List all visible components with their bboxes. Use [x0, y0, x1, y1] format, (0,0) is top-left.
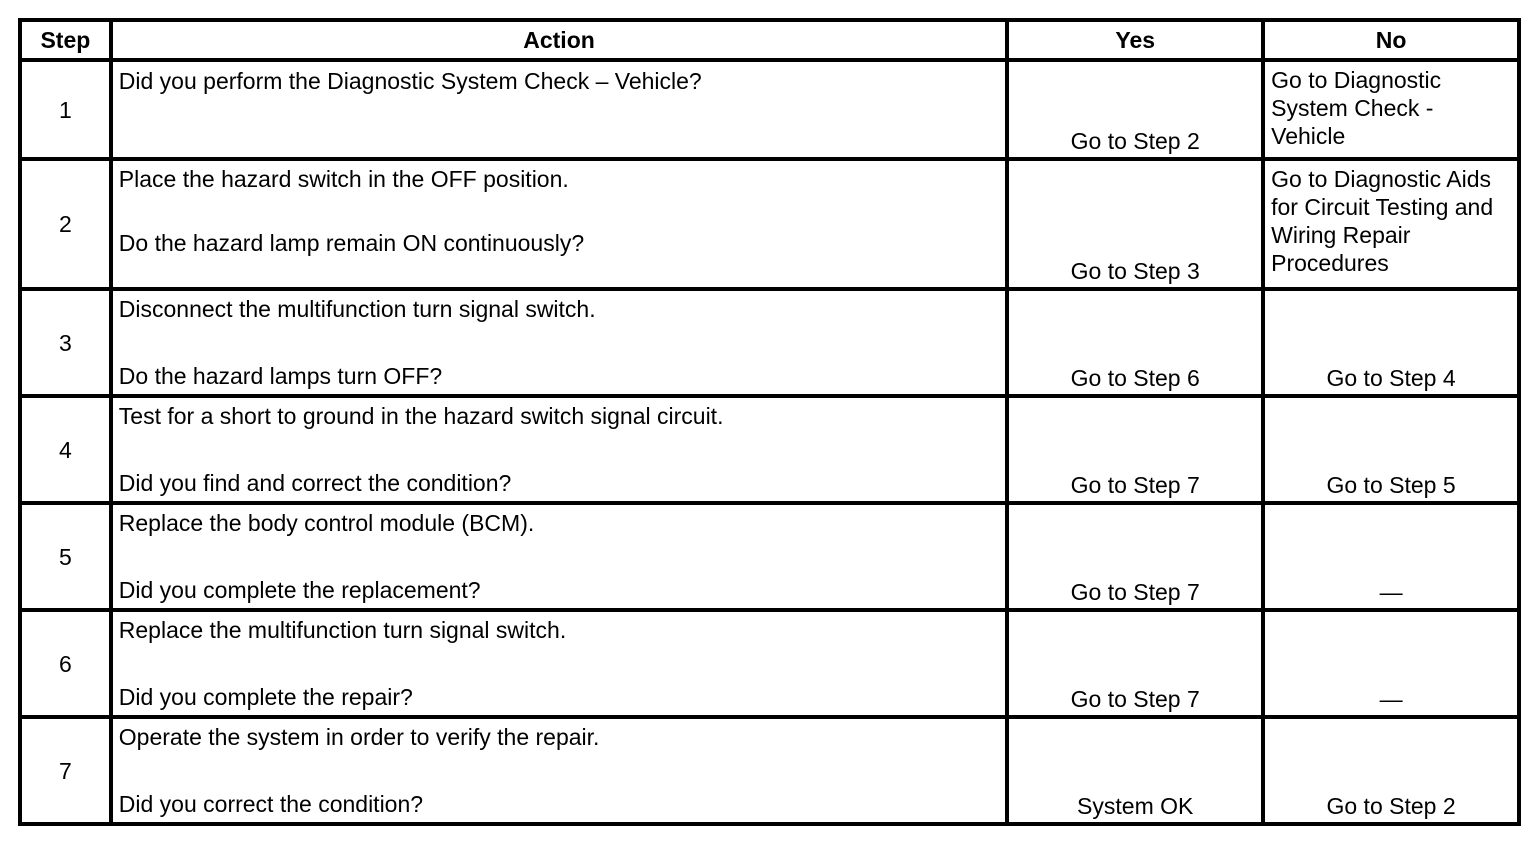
action-question: Did you correct the condition? — [118, 791, 424, 817]
action-cell — [111, 289, 1008, 396]
table-row — [20, 396, 1519, 503]
table-row — [20, 503, 1519, 610]
action-cell — [111, 159, 1008, 289]
yes-cell: Go to Step 2 — [1007, 60, 1263, 159]
action-text: Did you perform the Diagnostic System Check – Vehicle? — [118, 68, 702, 94]
no-cell: Go to Step 4 — [1263, 289, 1519, 396]
table-row — [20, 717, 1519, 824]
action-question: Did you find and correct the condition? — [118, 470, 512, 496]
action-question: Do the hazard lamp remain ON continuously? — [118, 230, 585, 256]
yes-cell: Go to Step 3 — [1007, 159, 1263, 289]
table-body — [20, 60, 1519, 824]
step-number: 7 — [20, 717, 111, 824]
table-row — [20, 610, 1519, 717]
yes-cell: Go to Step 7 — [1007, 610, 1263, 717]
table-row — [20, 159, 1519, 289]
step-number: 2 — [20, 159, 111, 289]
header-yes: Yes — [1007, 20, 1263, 60]
action-text: Test for a short to ground in the hazard switch signal circuit. — [118, 403, 724, 429]
yes-cell: Go to Step 7 — [1007, 503, 1263, 610]
yes-cell: Go to Step 6 — [1007, 289, 1263, 396]
action-text: Disconnect the multifunction turn signal switch. — [118, 296, 596, 322]
step-number: 3 — [20, 289, 111, 396]
no-cell: Go to Diagnostic Aids for Circuit Testing and Wiring Repair Procedures — [1263, 159, 1519, 289]
action-text: Replace the body control module (BCM). — [118, 510, 535, 536]
no-cell: — — [1263, 610, 1519, 717]
action-question: Did you complete the replacement? — [118, 577, 481, 603]
step-number: 6 — [20, 610, 111, 717]
no-cell: Go to Step 2 — [1263, 717, 1519, 824]
step-number: 4 — [20, 396, 111, 503]
no-cell: Go to Step 5 — [1263, 396, 1519, 503]
action-cell — [111, 503, 1008, 610]
header-action: Action — [111, 20, 1008, 60]
no-cell: — — [1263, 503, 1519, 610]
action-cell — [111, 396, 1008, 503]
action-text: Replace the multifunction turn signal switch. — [118, 617, 567, 643]
action-question: Do the hazard lamps turn OFF? — [118, 363, 443, 389]
header-row — [20, 20, 1519, 60]
table-row — [20, 60, 1519, 159]
yes-cell: System OK — [1007, 717, 1263, 824]
diagnostic-table — [18, 18, 1521, 826]
table-row — [20, 289, 1519, 396]
step-number: 1 — [20, 60, 111, 159]
action-text: Place the hazard switch in the OFF position. — [118, 166, 569, 192]
no-cell: Go to Diagnostic System Check - Vehicle — [1263, 60, 1519, 159]
header-no: No — [1263, 20, 1519, 60]
header-step: Step — [20, 20, 111, 60]
yes-cell: Go to Step 7 — [1007, 396, 1263, 503]
action-text: Operate the system in order to verify the repair. — [118, 724, 600, 750]
action-question: Did you complete the repair? — [118, 684, 413, 710]
action-cell — [111, 717, 1008, 824]
step-number: 5 — [20, 503, 111, 610]
action-cell — [111, 60, 1008, 159]
table-header — [20, 20, 1519, 60]
action-cell — [111, 610, 1008, 717]
